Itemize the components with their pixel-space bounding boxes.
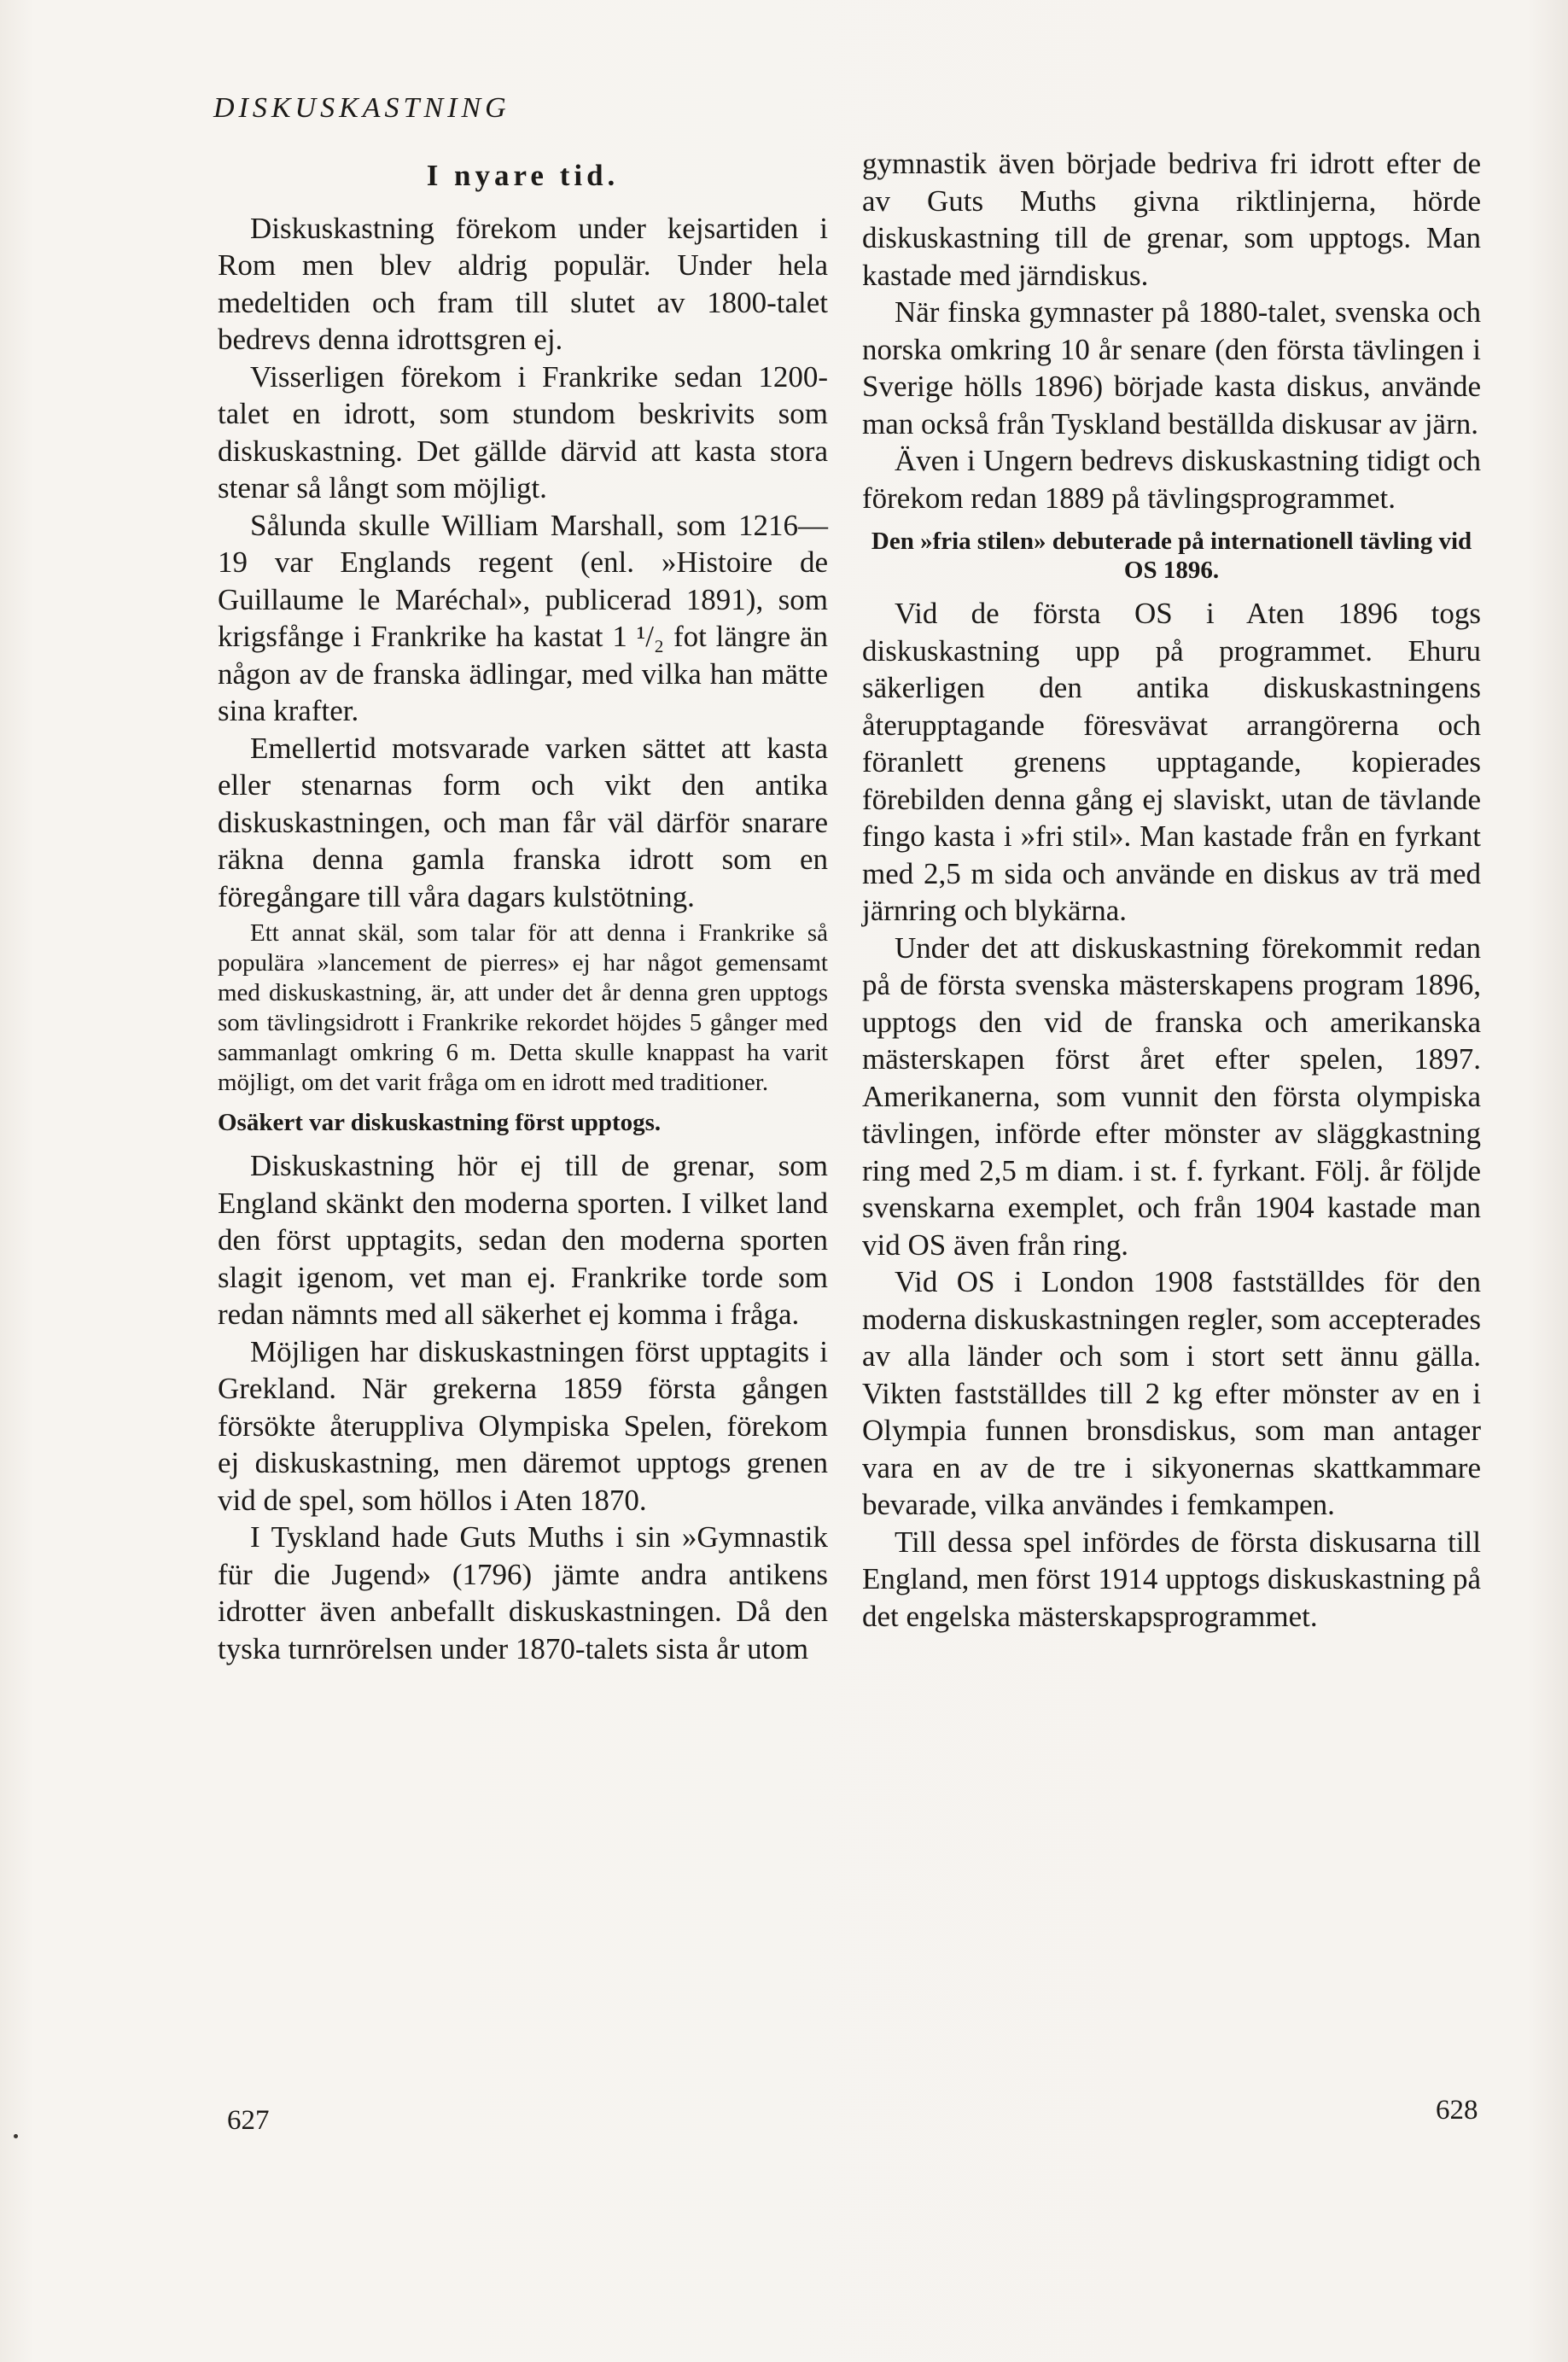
paragraph: Även i Ungern bedrevs diskuskastning tidigt och förekom redan 1889 på tävlingsprogrammet. bbox=[862, 444, 1481, 515]
subheading: Den »fria stilen» debuterade på internationell tävling vid OS 1896. bbox=[871, 528, 1472, 584]
right-column bbox=[862, 145, 1481, 1635]
paragraph: Vid OS i London 1908 fastställdes för den moderna diskuskastningen regler, som accepterades av alla länder och som i stort sett ännu gälla. Vikten fastställdes till 2 kg efter mönster av en i Olympia funnen bronsdiskus, som man antager vara en av de tre i sikyonernas skattkammare bevarade, vilka användes i femkampen. bbox=[862, 1265, 1481, 1521]
paragraph: Diskuskastning förekom under kejsartiden i Rom men blev aldrig populär. Under hela medeltiden och fram till slutet av 1800-talet bedrevs denna idrottsgren ej. bbox=[218, 211, 828, 356]
subheading: Osäkert var diskuskastning först upptogs. bbox=[218, 1109, 662, 1136]
paragraph: Diskuskastning hör ej till de grenar, som England skänkt den moderna sporten. I vilket land den först upptagits, sedan den moderna sporten slagit igenom, vet man ej. Frankrike torde som redan nämnts med all säkerhet ej komma i fråga. bbox=[218, 1149, 828, 1331]
paragraph: Möjligen har diskuskastningen först upptagits i Grekland. När grekerna 1859 första gången försökte återuppliva Olympiska Spelen, förekom ej diskuskastning, men däremot upptogs grenen vid de spel, som höllos i Aten 1870. bbox=[218, 1334, 828, 1517]
paragraph: Sålunda skulle William Marshall, som 1216—19 var Englands regent (enl. »Histoire de Guillaume le Maréchal», publicerad 1891), som krigsfånge i Frankrike ha kastat 1 ¹/₂ fot längre än någon av de franska ädlingar, med vilka han mätte sina krafter. bbox=[218, 508, 828, 727]
paragraph: Vid de första OS i Aten 1896 togs diskuskastning upp på programmet. Ehuru säkerligen den antika diskuskastningens återupptagande föresvävat arrangörerna och föranlett grenens upptagande, kopierades förebilden denna gång ej slaviskt, utan de tävlande fingo kasta i »fri stil». Man kastade från en fyrkant med 2,5 m sida och använde en diskus av trä med järnring och blykärna. bbox=[862, 597, 1481, 927]
paragraph: I Tyskland hade Guts Muths i sin »Gymnastik für die Jugend» (1796) jämte andra antikens idrotter även anbefallt diskuskastningen. Då den tyska turnrörelsen under 1870-talets sista år utom bbox=[218, 1520, 828, 1665]
paragraph: gymnastik även började bedriva fri idrott efter de av Guts Muths givna riktlinjerna, hörde diskuskastning till de grenar, som upptogs. Man kastade med järndiskus. bbox=[862, 147, 1481, 292]
running-head: DISKUSKASTNING bbox=[213, 92, 510, 124]
paragraph: När finska gymnaster på 1880-talet, svenska och norska omkring 10 år senare (den första tävlingen i Sverige hölls 1896) började kasta diskus, använde man också från Tyskland beställda diskusar av järn. bbox=[862, 295, 1481, 440]
left-column bbox=[218, 152, 828, 1667]
page-number-left: 627 bbox=[227, 2105, 270, 2136]
paragraph: Till dessa spel infördes de första diskusarna till England, men först 1914 upptogs diskuskastning på det engelska mästerskapsprogrammet. bbox=[862, 1525, 1481, 1633]
page-number-right: 628 bbox=[1436, 2095, 1478, 2126]
section-title: I nyare tid. bbox=[426, 159, 620, 192]
margin-speck bbox=[14, 2134, 18, 2138]
paragraph: Emellertid motsvarade varken sättet att kasta eller stenarnas form och vikt den antika diskuskastningen, och man får väl därför snarare räkna denna gamla franska idrott som en föregångare till våra dagars kulstötning. bbox=[218, 731, 828, 913]
paragraph: Under det att diskuskastning förekommit redan på de första svenska mästerskapens program 1896, upptogs den vid de franska och amerikanska mästerskapen först året efter spelen, 1897. Amerikanerna, som vunnit den första olympiska tävlingen, införde efter mönster av släggkastning ring med 2,5 m diam. i st. f. fyrkant. Följ. år följde svenskarna exemplet, och från 1904 kastade man vid OS även från ring. bbox=[862, 930, 1481, 1262]
small-print-paragraph: Ett annat skäl, som talar för att denna i Frankrike så populära »lancement de pierres» ej har något gemensamt med diskuskastning, är, att under det år denna gren upptogs som tävlingsidrott i Frankrike rekordet höjdes 5 gånger med sammanlagt omkring 6 m. Detta skulle knappast ha varit möjligt, om det varit fråga om en idrott med traditioner. bbox=[218, 919, 828, 1096]
paragraph: Visserligen förekom i Frankrike sedan 1200-talet en idrott, som stundom beskrivits som diskuskastning. Det gällde därvid att kasta stora stenar så långt som möjligt. bbox=[218, 359, 828, 504]
